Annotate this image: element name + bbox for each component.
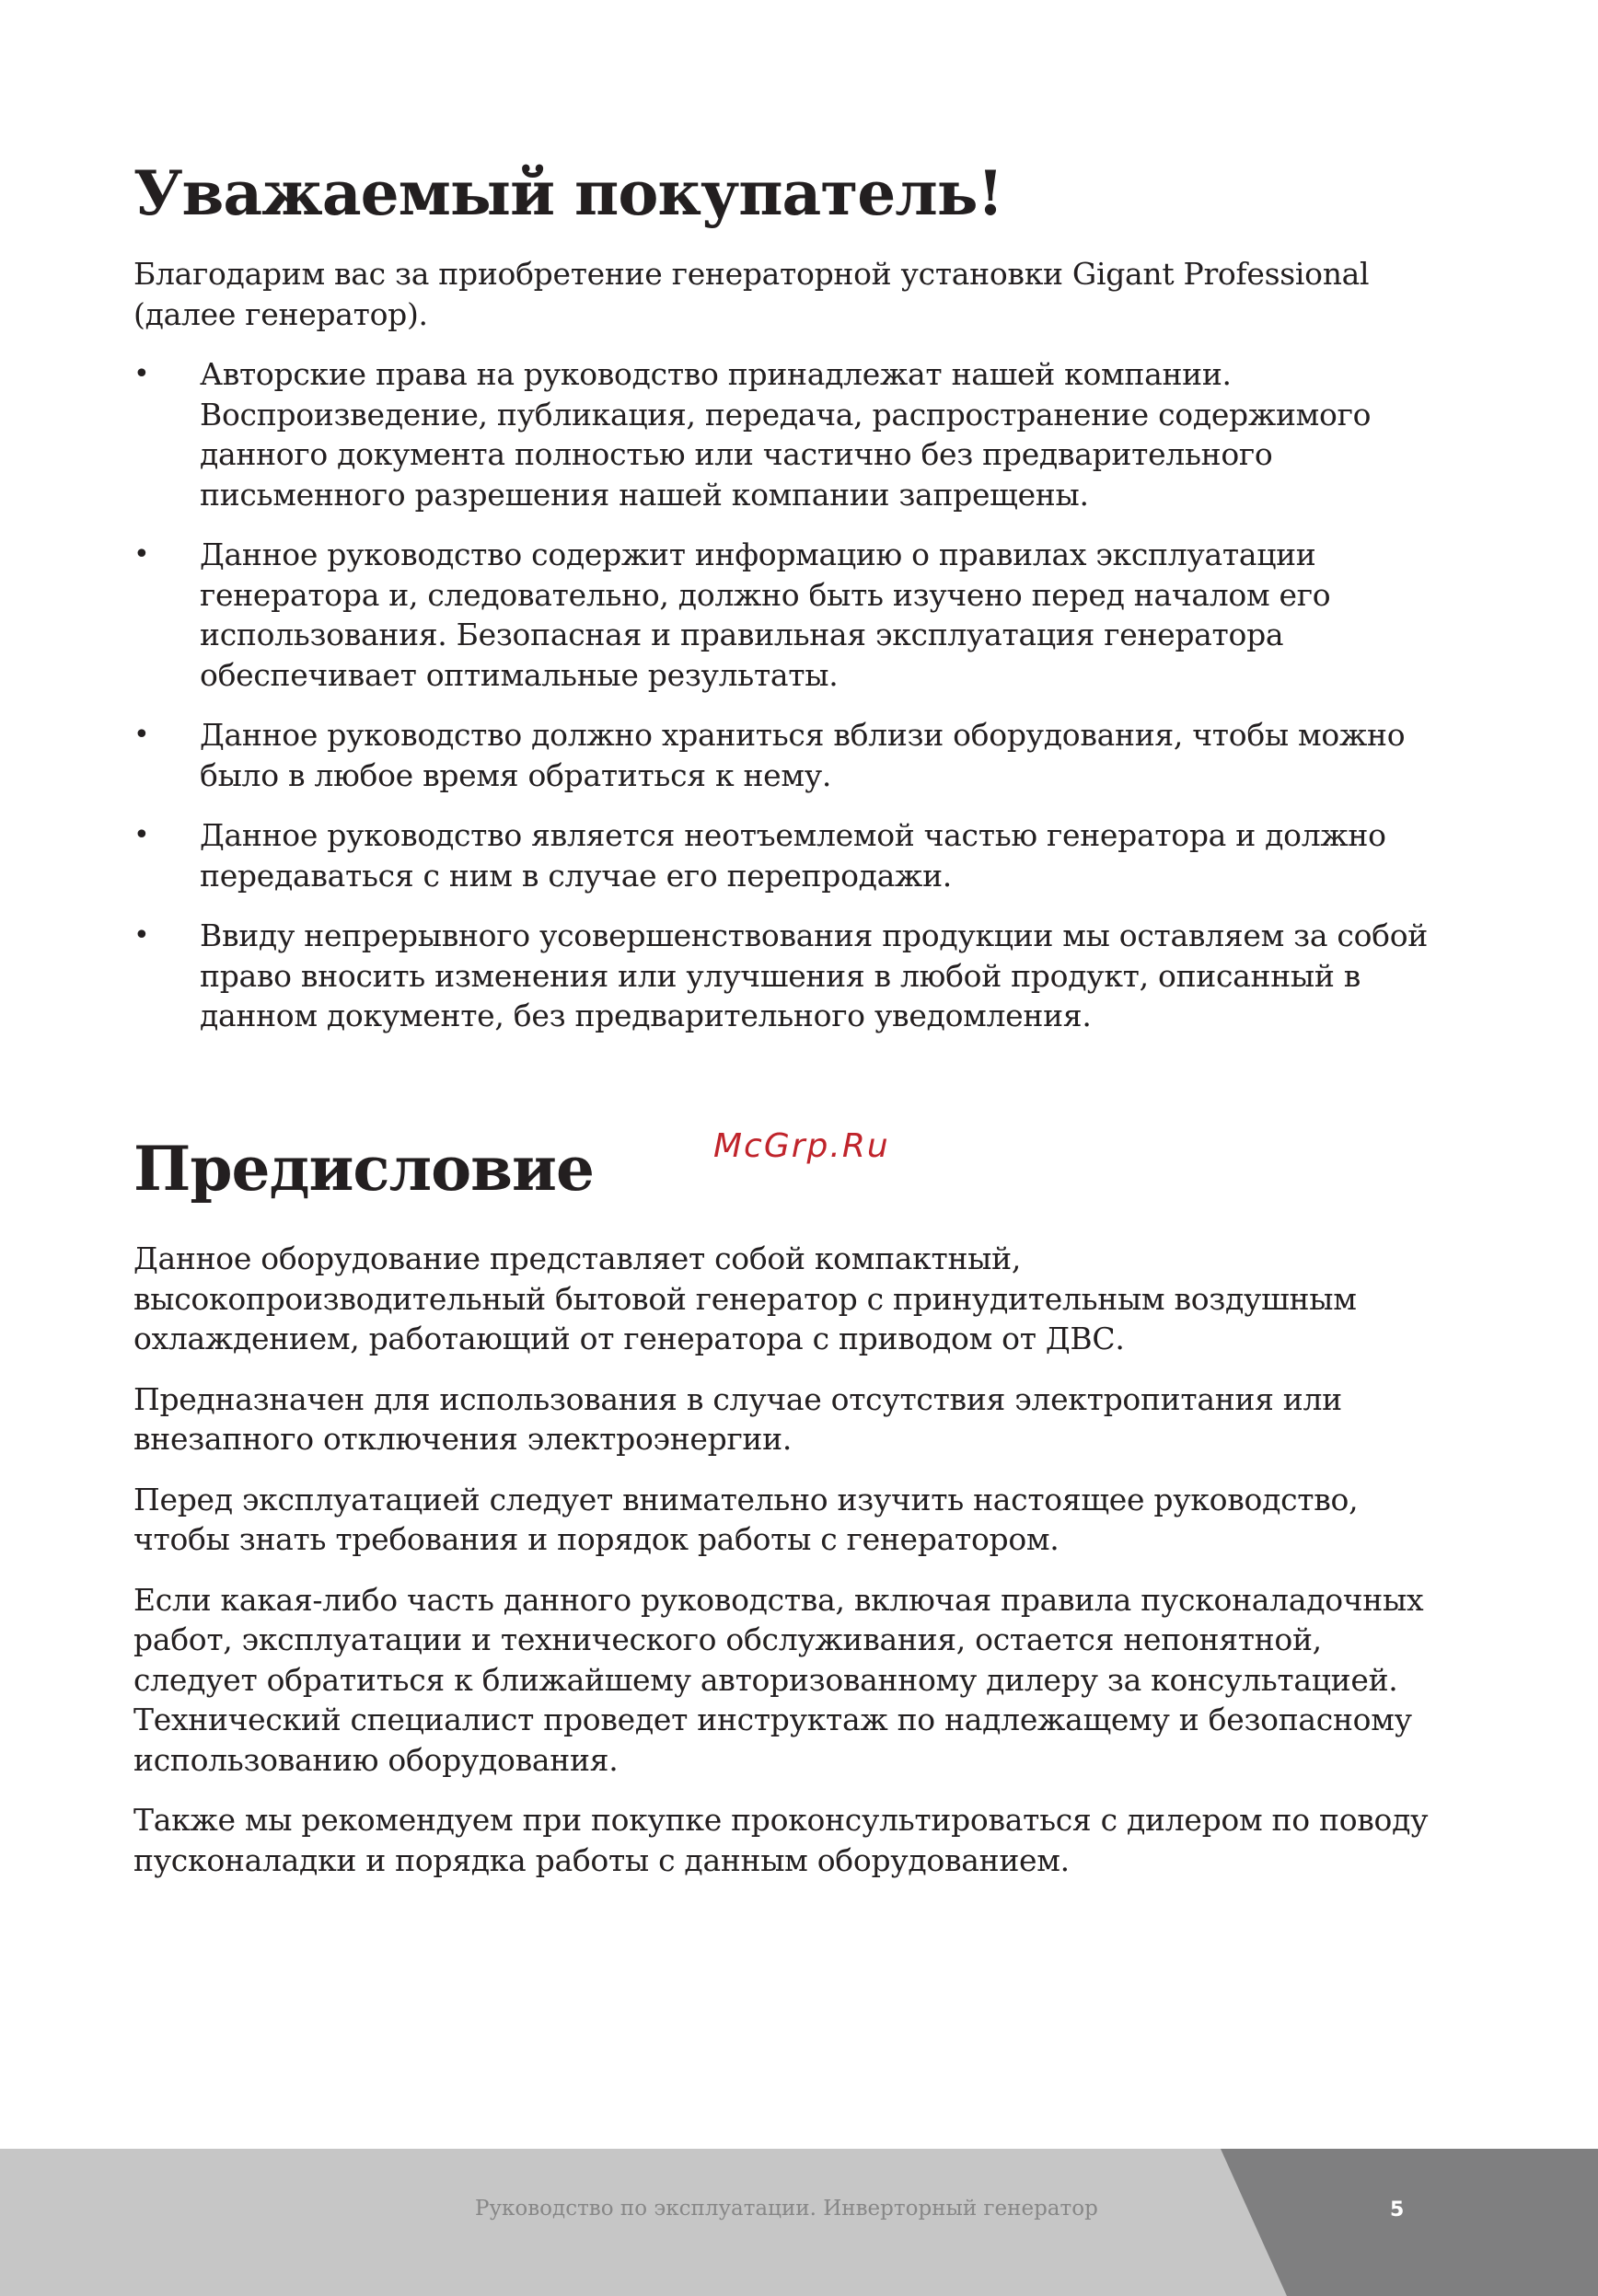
- list-item-text: Ввиду непрерывного усовершенствования продукции мы оставляем за собой право вносить изменения или улучшения в любой продукт, описанный в данном документе, без предварительного уведомления.: [200, 917, 1428, 1033]
- page-footer: [0, 2149, 1598, 2296]
- bullet-icon: •: [133, 819, 150, 851]
- page-number: 5: [1390, 2198, 1405, 2221]
- foreword-paragraph: Данное оборудование представляет собой компактный, высокопроизводительный бытовой генератор с принудительным воздушным охлаждением, работающий от генератора с приводом от ДВС.: [133, 1240, 1357, 1356]
- list-item-text: Данное руководство является неотъемлемой частью генератора и должно передаваться с ним в случае его перепродажи.: [200, 817, 1386, 894]
- foreword-paragraph: Также мы рекомендуем при покупке проконсультироваться с дилером по поводу пусконаладки и порядка работы с данным оборудованием.: [133, 1802, 1429, 1878]
- list-item: [133, 715, 1441, 795]
- watermark-text: McGrp.Ru: [713, 1127, 890, 1165]
- list-item: [133, 815, 1441, 895]
- list-item-text: Авторские права на руководство принадлежат нашей компании. Воспроизведение, публикация, передача, распространение содержимого данного документа полностью или частично без предварительного письменного разрешения нашей компании запрещены.: [200, 356, 1372, 513]
- bullet-icon: •: [133, 719, 150, 751]
- bullet-icon: •: [133, 538, 150, 571]
- welcome-title: Уважаемый покупатель!: [133, 157, 1003, 229]
- foreword-title: Предисловие: [133, 1133, 594, 1205]
- foreword-section: [133, 1132, 1441, 1900]
- welcome-intro: Благодарим вас за приобретение генераторной установки Gigant Professional (далее генератор).: [133, 256, 1370, 332]
- footer-background: [0, 2149, 1598, 2296]
- bullet-icon: •: [133, 358, 150, 390]
- list-item: [133, 354, 1441, 514]
- foreword-paragraph: Предназначен для использования в случае отсутствия электропитания или внезапного отключения электроэнергии.: [133, 1380, 1342, 1457]
- welcome-section: [133, 156, 1441, 1056]
- rules-list: [133, 354, 1441, 1036]
- page-number-tab: [1221, 2149, 1598, 2296]
- list-item-text: Данное руководство должно храниться вблизи оборудования, чтобы можно было в любое время обратиться к нему.: [200, 717, 1406, 793]
- list-item-text: Данное руководство содержит информацию о правилах эксплуатации генератора и, следовательно, должно быть изучено перед началом его использования. Безопасная и правильная эксплуатация генератора обеспечивает оптимальные результаты.: [200, 537, 1331, 693]
- bullet-icon: •: [133, 919, 150, 952]
- list-item: [133, 916, 1441, 1036]
- foreword-paragraph: Если какая-либо часть данного руководства, включая правила пусконаладочных работ, эксплуатации и технического обслуживания, остается непонятной, следует обратиться к ближайшему авторизованному дилеру за консультацией. Технический специалист проведет инструктаж по надлежащему и безопасному использованию оборудования.: [133, 1581, 1424, 1778]
- foreword-paragraph: Перед эксплуатацией следует внимательно изучить настоящее руководство, чтобы знать требования и порядок работы с генератором.: [133, 1481, 1359, 1557]
- footer-title: Руководство по эксплуатации. Инверторный генератор: [475, 2197, 1098, 2221]
- list-item: [133, 535, 1441, 695]
